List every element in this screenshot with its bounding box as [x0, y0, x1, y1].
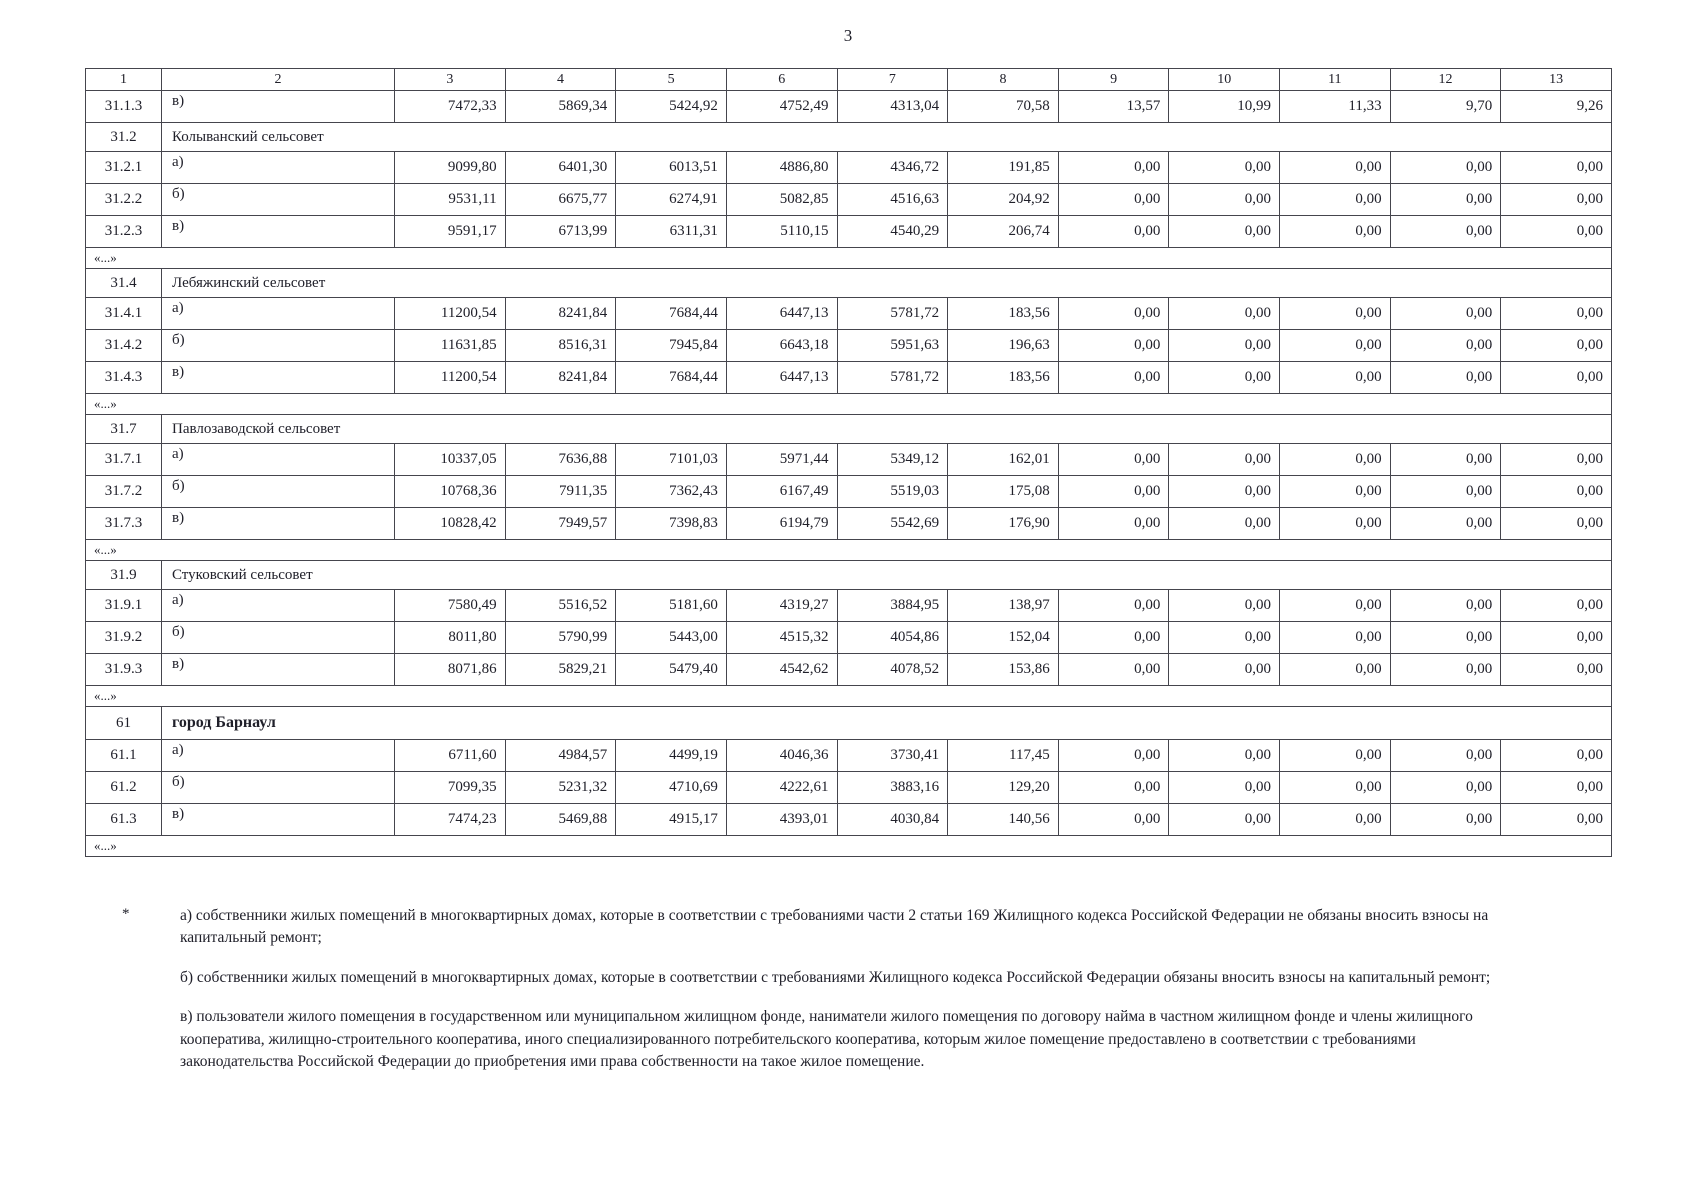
table-row — [86, 508, 1612, 540]
table-row — [86, 476, 1612, 508]
column-header: 2 — [162, 69, 395, 91]
value-cell: 0,00 — [1058, 590, 1169, 622]
value-cell: 4542,62 — [726, 654, 837, 686]
value-cell: 0,00 — [1501, 330, 1612, 362]
value-cell: 7099,35 — [395, 772, 506, 804]
row-id: 61.2 — [86, 772, 162, 804]
value-cell: 0,00 — [1169, 508, 1280, 540]
value-cell: 0,00 — [1390, 508, 1501, 540]
value-cell: 6167,49 — [726, 476, 837, 508]
value-cell: 0,00 — [1280, 804, 1391, 836]
value-cell: 6643,18 — [726, 330, 837, 362]
footnote-list — [180, 905, 1494, 1091]
value-cell: 5231,32 — [505, 772, 616, 804]
row-id: 31.9.3 — [86, 654, 162, 686]
value-cell: 5971,44 — [726, 444, 837, 476]
value-cell: 0,00 — [1058, 216, 1169, 248]
column-header: 3 — [395, 69, 506, 91]
value-cell: 7474,23 — [395, 804, 506, 836]
value-cell: 10337,05 — [395, 444, 506, 476]
value-cell: 10828,42 — [395, 508, 506, 540]
row-id: 61.1 — [86, 740, 162, 772]
section-label: Лебяжинский сельсовет — [162, 269, 1612, 298]
value-cell: 0,00 — [1058, 622, 1169, 654]
table-row — [86, 152, 1612, 184]
value-cell: 10,99 — [1169, 91, 1280, 123]
value-cell: 0,00 — [1390, 654, 1501, 686]
section-id: 31.4 — [86, 269, 162, 298]
value-cell: 4393,01 — [726, 804, 837, 836]
row-label: б) — [162, 476, 395, 508]
value-cell: 0,00 — [1280, 476, 1391, 508]
row-label: в) — [162, 804, 395, 836]
row-label: в) — [162, 216, 395, 248]
value-cell: 6713,99 — [505, 216, 616, 248]
value-cell: 6274,91 — [616, 184, 727, 216]
value-cell: 4222,61 — [726, 772, 837, 804]
row-label: в) — [162, 91, 395, 123]
value-cell: 0,00 — [1390, 590, 1501, 622]
row-id: 31.2.1 — [86, 152, 162, 184]
value-cell: 9,70 — [1390, 91, 1501, 123]
value-cell: 3730,41 — [837, 740, 948, 772]
value-cell: 0,00 — [1390, 216, 1501, 248]
section-id: 31.7 — [86, 415, 162, 444]
section-row — [86, 707, 1612, 740]
value-cell: 0,00 — [1058, 184, 1169, 216]
value-cell: 5443,00 — [616, 622, 727, 654]
ellipsis-row — [86, 248, 1612, 269]
value-cell: 0,00 — [1058, 444, 1169, 476]
value-cell: 0,00 — [1169, 590, 1280, 622]
value-cell: 0,00 — [1280, 444, 1391, 476]
table-row — [86, 772, 1612, 804]
value-cell: 8011,80 — [395, 622, 506, 654]
value-cell: 0,00 — [1501, 152, 1612, 184]
value-cell: 0,00 — [1501, 508, 1612, 540]
value-cell: 3883,16 — [837, 772, 948, 804]
row-label: б) — [162, 184, 395, 216]
column-header: 5 — [616, 69, 727, 91]
value-cell: 0,00 — [1501, 444, 1612, 476]
value-cell: 5542,69 — [837, 508, 948, 540]
table-row — [86, 330, 1612, 362]
value-cell: 0,00 — [1280, 298, 1391, 330]
value-cell: 7398,83 — [616, 508, 727, 540]
value-cell: 4752,49 — [726, 91, 837, 123]
value-cell: 6447,13 — [726, 362, 837, 394]
column-header: 6 — [726, 69, 837, 91]
value-cell: 4984,57 — [505, 740, 616, 772]
value-cell: 0,00 — [1501, 740, 1612, 772]
row-label: в) — [162, 508, 395, 540]
value-cell: 191,85 — [948, 152, 1059, 184]
value-cell: 0,00 — [1169, 654, 1280, 686]
value-cell: 5110,15 — [726, 216, 837, 248]
value-cell: 5082,85 — [726, 184, 837, 216]
value-cell: 5781,72 — [837, 362, 948, 394]
table-header-row — [86, 69, 1612, 91]
value-cell: 7101,03 — [616, 444, 727, 476]
value-cell: 6675,77 — [505, 184, 616, 216]
value-cell: 7945,84 — [616, 330, 727, 362]
value-cell: 153,86 — [948, 654, 1059, 686]
section-label: город Барнаул — [162, 707, 1612, 740]
value-cell: 5829,21 — [505, 654, 616, 686]
value-cell: 5781,72 — [837, 298, 948, 330]
value-cell: 0,00 — [1058, 476, 1169, 508]
value-cell: 0,00 — [1058, 804, 1169, 836]
value-cell: 5869,34 — [505, 91, 616, 123]
value-cell: 4078,52 — [837, 654, 948, 686]
section-row — [86, 415, 1612, 444]
value-cell: 0,00 — [1058, 740, 1169, 772]
ellipsis-row — [86, 394, 1612, 415]
table-row — [86, 184, 1612, 216]
footnote-paragraph: в) пользователи жилого помещения в государственном или муниципальном жилищном фонде, наниматели жилого помещения по договору найма в частном жилищном фонде и члены жилищного кооператива, жилищно-строительного кооператива, иного специализированного потребительского кооператива, которым жилое помещение предоставлено в соответствии с требованиями законодательства Российской Федерации до приобретения ими права собственности на такое жилое помещение. — [180, 1008, 1473, 1071]
ellipsis-label: «...» — [86, 836, 1612, 857]
value-cell: 0,00 — [1280, 590, 1391, 622]
value-cell: 162,01 — [948, 444, 1059, 476]
section-label: Стуковский сельсовет — [162, 561, 1612, 590]
value-cell: 129,20 — [948, 772, 1059, 804]
value-cell: 5479,40 — [616, 654, 727, 686]
value-cell: 140,56 — [948, 804, 1059, 836]
value-cell: 4915,17 — [616, 804, 727, 836]
value-cell: 8241,84 — [505, 362, 616, 394]
value-cell: 4030,84 — [837, 804, 948, 836]
value-cell: 4046,36 — [726, 740, 837, 772]
value-cell: 3884,95 — [837, 590, 948, 622]
row-label: в) — [162, 654, 395, 686]
value-cell: 175,08 — [948, 476, 1059, 508]
value-cell: 4346,72 — [837, 152, 948, 184]
value-cell: 9591,17 — [395, 216, 506, 248]
value-cell: 0,00 — [1501, 772, 1612, 804]
ellipsis-row — [86, 540, 1612, 561]
row-id: 31.2.3 — [86, 216, 162, 248]
row-label: б) — [162, 622, 395, 654]
row-id: 31.4.3 — [86, 362, 162, 394]
value-cell: 7684,44 — [616, 362, 727, 394]
row-label: а) — [162, 444, 395, 476]
value-cell: 4516,63 — [837, 184, 948, 216]
value-cell: 176,90 — [948, 508, 1059, 540]
row-id: 31.7.1 — [86, 444, 162, 476]
footnotes-section — [122, 905, 1494, 1091]
value-cell: 4886,80 — [726, 152, 837, 184]
tariff-table — [85, 68, 1612, 857]
value-cell: 6447,13 — [726, 298, 837, 330]
value-cell: 0,00 — [1169, 362, 1280, 394]
column-header: 9 — [1058, 69, 1169, 91]
footnote-paragraph: б) собственники жилых помещений в многоквартирных домах, которые в соответствии с требованиями Жилищного кодекса Российской Федерации обязаны вносить взносы на капитальный ремонт; — [180, 968, 1491, 986]
value-cell: 183,56 — [948, 362, 1059, 394]
row-label: а) — [162, 152, 395, 184]
value-cell: 0,00 — [1280, 654, 1391, 686]
value-cell: 6311,31 — [616, 216, 727, 248]
value-cell: 0,00 — [1169, 740, 1280, 772]
value-cell: 0,00 — [1390, 804, 1501, 836]
table-header — [86, 69, 1612, 91]
value-cell: 0,00 — [1390, 330, 1501, 362]
value-cell: 0,00 — [1280, 772, 1391, 804]
row-id: 61.3 — [86, 804, 162, 836]
value-cell: 9099,80 — [395, 152, 506, 184]
value-cell: 0,00 — [1058, 298, 1169, 330]
value-cell: 0,00 — [1280, 622, 1391, 654]
value-cell: 5181,60 — [616, 590, 727, 622]
value-cell: 0,00 — [1390, 298, 1501, 330]
row-id: 31.7.3 — [86, 508, 162, 540]
value-cell: 196,63 — [948, 330, 1059, 362]
value-cell: 70,58 — [948, 91, 1059, 123]
value-cell: 7911,35 — [505, 476, 616, 508]
section-label: Павлозаводской сельсовет — [162, 415, 1612, 444]
row-label: а) — [162, 298, 395, 330]
table-row — [86, 298, 1612, 330]
value-cell: 0,00 — [1169, 804, 1280, 836]
value-cell: 0,00 — [1169, 330, 1280, 362]
column-header: 1 — [86, 69, 162, 91]
value-cell: 0,00 — [1169, 622, 1280, 654]
row-label: а) — [162, 740, 395, 772]
value-cell: 5349,12 — [837, 444, 948, 476]
table-row — [86, 740, 1612, 772]
table-row — [86, 622, 1612, 654]
value-cell: 206,74 — [948, 216, 1059, 248]
table-row — [86, 444, 1612, 476]
value-cell: 0,00 — [1058, 654, 1169, 686]
value-cell: 0,00 — [1501, 298, 1612, 330]
section-row — [86, 269, 1612, 298]
value-cell: 0,00 — [1169, 476, 1280, 508]
value-cell: 0,00 — [1390, 184, 1501, 216]
value-cell: 0,00 — [1058, 772, 1169, 804]
value-cell: 6401,30 — [505, 152, 616, 184]
row-id: 31.4.1 — [86, 298, 162, 330]
value-cell: 7684,44 — [616, 298, 727, 330]
value-cell: 8071,86 — [395, 654, 506, 686]
value-cell: 0,00 — [1501, 590, 1612, 622]
row-label: а) — [162, 590, 395, 622]
value-cell: 204,92 — [948, 184, 1059, 216]
value-cell: 7472,33 — [395, 91, 506, 123]
value-cell: 9531,11 — [395, 184, 506, 216]
value-cell: 5469,88 — [505, 804, 616, 836]
column-header: 4 — [505, 69, 616, 91]
value-cell: 0,00 — [1501, 622, 1612, 654]
section-row — [86, 561, 1612, 590]
value-cell: 0,00 — [1058, 362, 1169, 394]
value-cell: 0,00 — [1280, 330, 1391, 362]
value-cell: 6013,51 — [616, 152, 727, 184]
section-id: 61 — [86, 707, 162, 740]
value-cell: 7362,43 — [616, 476, 727, 508]
value-cell: 7636,88 — [505, 444, 616, 476]
ellipsis-label: «...» — [86, 394, 1612, 415]
ellipsis-label: «...» — [86, 686, 1612, 707]
section-id: 31.9 — [86, 561, 162, 590]
column-header: 7 — [837, 69, 948, 91]
value-cell: 8516,31 — [505, 330, 616, 362]
value-cell: 0,00 — [1280, 152, 1391, 184]
value-cell: 0,00 — [1390, 772, 1501, 804]
row-label: в) — [162, 362, 395, 394]
column-header: 12 — [1390, 69, 1501, 91]
value-cell: 8241,84 — [505, 298, 616, 330]
value-cell: 0,00 — [1501, 184, 1612, 216]
value-cell: 0,00 — [1390, 152, 1501, 184]
value-cell: 0,00 — [1280, 508, 1391, 540]
value-cell: 7949,57 — [505, 508, 616, 540]
value-cell: 4540,29 — [837, 216, 948, 248]
column-header: 10 — [1169, 69, 1280, 91]
table-row — [86, 91, 1612, 123]
value-cell: 4313,04 — [837, 91, 948, 123]
row-id: 31.2.2 — [86, 184, 162, 216]
value-cell: 6194,79 — [726, 508, 837, 540]
value-cell: 0,00 — [1280, 184, 1391, 216]
value-cell: 0,00 — [1169, 298, 1280, 330]
ellipsis-row — [86, 836, 1612, 857]
table-row — [86, 216, 1612, 248]
row-id: 31.1.3 — [86, 91, 162, 123]
section-row — [86, 123, 1612, 152]
value-cell: 0,00 — [1058, 152, 1169, 184]
ellipsis-label: «...» — [86, 540, 1612, 561]
section-id: 31.2 — [86, 123, 162, 152]
value-cell: 0,00 — [1501, 476, 1612, 508]
value-cell: 152,04 — [948, 622, 1059, 654]
page-number: 3 — [843, 26, 853, 45]
value-cell: 0,00 — [1058, 508, 1169, 540]
row-id: 31.9.1 — [86, 590, 162, 622]
value-cell: 4515,32 — [726, 622, 837, 654]
value-cell: 0,00 — [1501, 216, 1612, 248]
footnote-marker: * — [122, 906, 130, 922]
row-id: 31.9.2 — [86, 622, 162, 654]
value-cell: 0,00 — [1169, 184, 1280, 216]
value-cell: 11,33 — [1280, 91, 1391, 123]
value-cell: 117,45 — [948, 740, 1059, 772]
value-cell: 0,00 — [1390, 444, 1501, 476]
value-cell: 0,00 — [1390, 740, 1501, 772]
value-cell: 5790,99 — [505, 622, 616, 654]
table-row — [86, 362, 1612, 394]
column-header: 8 — [948, 69, 1059, 91]
value-cell: 0,00 — [1390, 362, 1501, 394]
value-cell: 11200,54 — [395, 298, 506, 330]
ellipsis-label: «...» — [86, 248, 1612, 269]
value-cell: 0,00 — [1169, 444, 1280, 476]
row-label: б) — [162, 330, 395, 362]
value-cell: 10768,36 — [395, 476, 506, 508]
row-id: 31.7.2 — [86, 476, 162, 508]
value-cell: 0,00 — [1390, 622, 1501, 654]
value-cell: 0,00 — [1169, 772, 1280, 804]
value-cell: 0,00 — [1501, 654, 1612, 686]
ellipsis-row — [86, 686, 1612, 707]
value-cell: 5951,63 — [837, 330, 948, 362]
section-label: Колыванский сельсовет — [162, 123, 1612, 152]
value-cell: 11200,54 — [395, 362, 506, 394]
value-cell: 5519,03 — [837, 476, 948, 508]
value-cell: 0,00 — [1280, 216, 1391, 248]
table-body — [86, 91, 1612, 857]
value-cell: 183,56 — [948, 298, 1059, 330]
value-cell: 0,00 — [1280, 362, 1391, 394]
column-header: 11 — [1280, 69, 1391, 91]
table-row — [86, 804, 1612, 836]
value-cell: 6711,60 — [395, 740, 506, 772]
value-cell: 9,26 — [1501, 91, 1612, 123]
value-cell: 4710,69 — [616, 772, 727, 804]
row-id: 31.4.2 — [86, 330, 162, 362]
value-cell: 0,00 — [1501, 362, 1612, 394]
value-cell: 4499,19 — [616, 740, 727, 772]
value-cell: 0,00 — [1501, 804, 1612, 836]
column-header: 13 — [1501, 69, 1612, 91]
footnote-paragraph: а) собственники жилых помещений в многоквартирных домах, которые в соответствии с требованиями части 2 статьи 169 Жилищного кодекса Российской Федерации не обязаны вносить взносы на капитальный ремонт; — [180, 907, 1489, 947]
value-cell: 4319,27 — [726, 590, 837, 622]
value-cell: 11631,85 — [395, 330, 506, 362]
value-cell: 7580,49 — [395, 590, 506, 622]
value-cell: 5516,52 — [505, 590, 616, 622]
value-cell: 0,00 — [1058, 330, 1169, 362]
row-label: б) — [162, 772, 395, 804]
value-cell: 13,57 — [1058, 91, 1169, 123]
value-cell: 138,97 — [948, 590, 1059, 622]
table-row — [86, 590, 1612, 622]
value-cell: 5424,92 — [616, 91, 727, 123]
value-cell: 4054,86 — [837, 622, 948, 654]
value-cell: 0,00 — [1280, 740, 1391, 772]
value-cell: 0,00 — [1169, 152, 1280, 184]
value-cell: 0,00 — [1169, 216, 1280, 248]
table-row — [86, 654, 1612, 686]
value-cell: 0,00 — [1390, 476, 1501, 508]
